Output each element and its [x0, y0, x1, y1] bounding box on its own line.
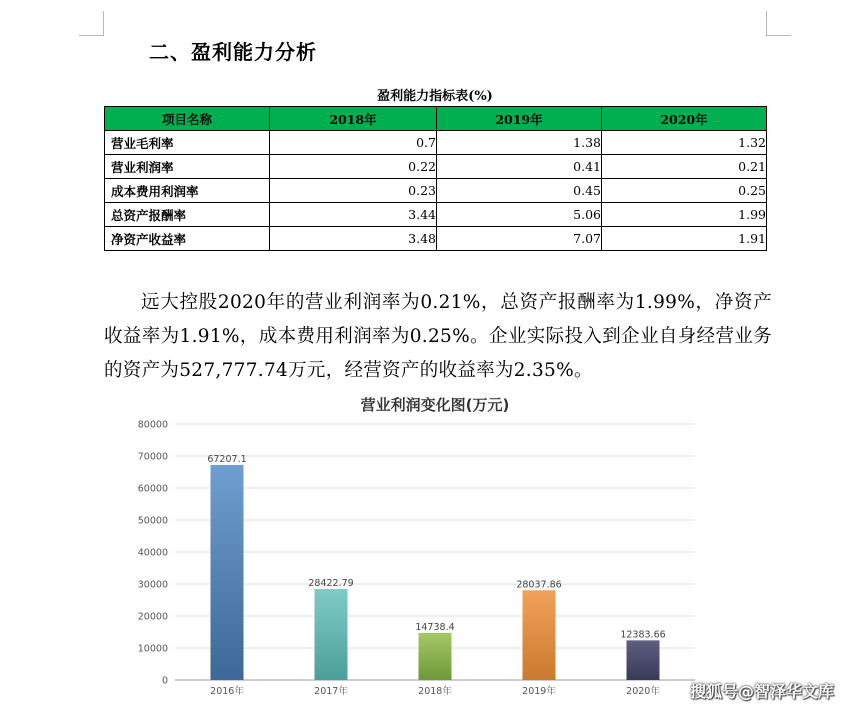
bar	[211, 465, 244, 680]
table-cell: 3.44	[270, 203, 437, 227]
analysis-paragraph: 远大控股2020年的营业利润率为0.21%，总资产报酬率为1.99%，净资产收益率为1.91%，成本费用利润率为0.25%。企业实际投入到企业自身经营业务的资产为527,777.74万元，经营资产的收益率为2.35%。	[104, 292, 772, 381]
y-tick-label: 40000	[137, 547, 168, 559]
table-cell: 0.21	[602, 155, 767, 179]
table-row	[105, 179, 767, 203]
bar	[627, 640, 660, 680]
table-cell: 1.99	[602, 203, 767, 227]
table-row	[105, 131, 767, 155]
x-tick-label: 2016年	[210, 686, 244, 697]
table-cell: 3.48	[270, 227, 437, 251]
row-label: 成本费用利润率	[105, 179, 270, 203]
y-tick-label: 30000	[137, 579, 168, 591]
table-cell: 7.07	[437, 227, 602, 251]
table-cell: 5.06	[437, 203, 602, 227]
row-label: 营业利润率	[105, 155, 270, 179]
row-label: 营业毛利率	[105, 131, 270, 155]
y-tick-label: 20000	[137, 611, 168, 623]
header-cell: 项目名称	[105, 107, 270, 131]
header-cell: 2018年	[270, 107, 437, 131]
page-corner-mark-left	[79, 11, 104, 36]
table-cell: 0.25	[602, 179, 767, 203]
x-tick-label: 2019年	[522, 686, 556, 697]
table-header-row	[105, 107, 767, 131]
table-cell: 1.38	[437, 131, 602, 155]
bar	[419, 633, 452, 680]
table-cell: 1.32	[602, 131, 767, 155]
page-corner-mark-right	[766, 11, 791, 36]
x-tick-label: 2018年	[418, 686, 452, 697]
y-tick-label: 0	[161, 675, 168, 687]
y-tick-label: 70000	[137, 451, 168, 463]
table-row	[105, 155, 767, 179]
header-cell: 2019年	[437, 107, 602, 131]
table-row	[105, 227, 767, 251]
table-cell: 0.23	[270, 179, 437, 203]
watermark: 搜狐号@智泽华文库	[690, 682, 835, 701]
section-heading: 二、盈利能力分析	[149, 40, 317, 64]
profitability-table	[104, 106, 767, 251]
y-tick-label: 50000	[137, 515, 168, 527]
bar	[523, 590, 556, 680]
table-cell: 0.45	[437, 179, 602, 203]
bar-value-label: 67207.1	[207, 453, 247, 465]
y-tick-label: 10000	[137, 643, 168, 655]
bar-value-label: 14738.4	[415, 621, 455, 633]
table-row	[105, 203, 767, 227]
x-tick-label: 2017年	[314, 686, 348, 697]
table-cell: 0.22	[270, 155, 437, 179]
y-tick-label: 80000	[137, 419, 168, 431]
x-tick-label: 2020年	[626, 686, 660, 697]
bar-value-label: 12383.66	[620, 629, 666, 641]
bar	[315, 589, 348, 680]
table-cell: 0.41	[437, 155, 602, 179]
table-caption: 盈利能力指标表(%)	[377, 89, 493, 104]
table-cell: 0.7	[270, 131, 437, 155]
row-label: 总资产报酬率	[105, 203, 270, 227]
bar-value-label: 28037.86	[516, 579, 562, 591]
header-cell: 2020年	[602, 107, 767, 131]
chart-title: 营业利润变化图(万元)	[360, 396, 510, 414]
row-label: 净资产收益率	[105, 227, 270, 251]
bar-value-label: 28422.79	[308, 578, 354, 590]
y-tick-label: 60000	[137, 483, 168, 495]
table-cell: 1.91	[602, 227, 767, 251]
